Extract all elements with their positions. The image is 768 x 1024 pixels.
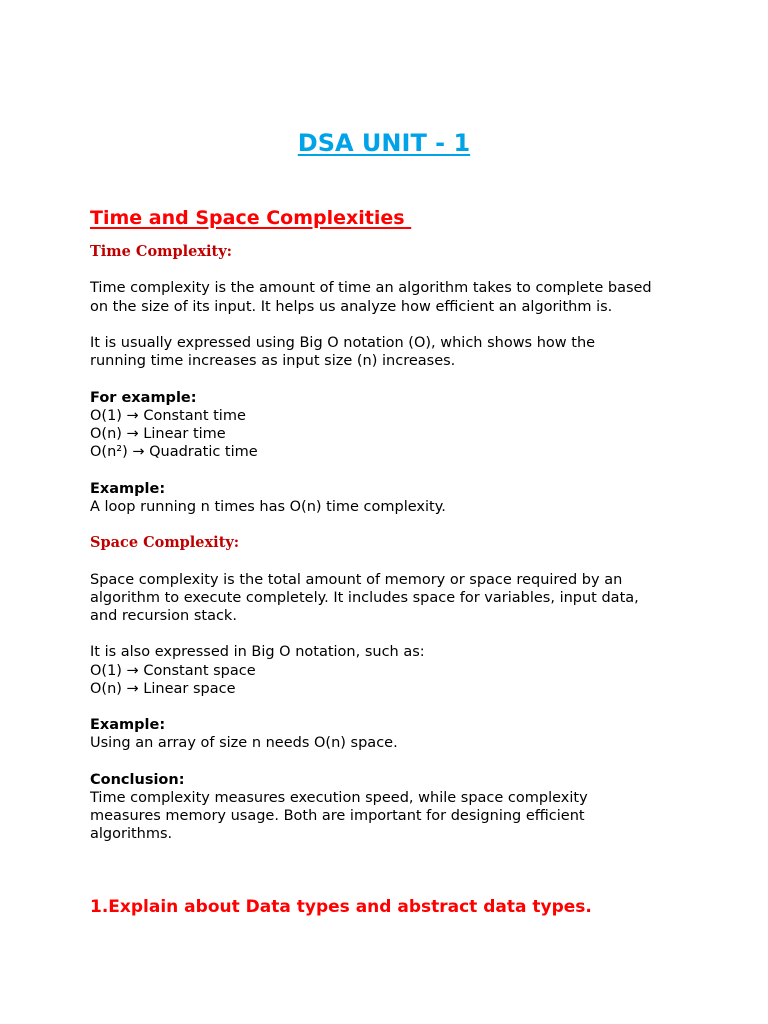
- section-title-tail: [405, 207, 412, 229]
- time-example-item: O(n) → Linear time: [90, 425, 226, 442]
- conclusion-label: Conclusion:: [90, 771, 185, 788]
- time-example-label: Example:: [90, 480, 166, 497]
- space-example-item: O(n) → Linear space: [90, 680, 236, 697]
- time-example-item: O(n²) → Quadratic time: [90, 444, 258, 461]
- time-example-text: A loop running n times has O(n) time complexity.: [90, 498, 446, 515]
- document-body: [90, 243, 690, 844]
- space-para1-line2: algorithm to execute completely. It includes space for variables, input data,: [90, 589, 639, 606]
- question-heading: 1.Explain about Data types and abstract data types.: [90, 897, 592, 917]
- space-example-label: Example:: [90, 717, 166, 734]
- time-example-item: O(1) → Constant time: [90, 407, 246, 424]
- conclusion-line3: algorithms.: [90, 826, 173, 843]
- time-complexity-heading: Time Complexity:: [90, 243, 232, 260]
- section-title: [90, 205, 411, 231]
- space-example-item: O(1) → Constant space: [90, 662, 256, 679]
- space-para1-line1: Space complexity is the total amount of memory or space required by an: [90, 571, 623, 588]
- time-para1-line2: on the size of its input. It helps us analyze how efficient an algorithm is.: [90, 298, 613, 315]
- space-para2-line1: It is also expressed in Big O notation, such as:: [90, 644, 425, 661]
- space-example-text: Using an array of size n needs O(n) space.: [90, 735, 398, 752]
- section-title-text: Time and Space Complexities: [90, 207, 405, 229]
- document-title: [0, 127, 768, 159]
- space-para1-line3: and recursion stack.: [90, 607, 237, 624]
- space-complexity-heading: Space Complexity:: [90, 534, 240, 552]
- time-para2-line1: It is usually expressed using Big O notation (O), which shows how the: [90, 334, 596, 351]
- time-para2-line2: running time increases as input size (n) increases.: [90, 353, 456, 370]
- document-title-text: DSA UNIT - 1: [297, 129, 471, 157]
- conclusion-line2: measures memory usage. Both are important for designing efficient: [90, 808, 585, 825]
- time-para1-line1: Time complexity is the amount of time an algorithm takes to complete based: [90, 280, 652, 297]
- for-example-label: For example:: [90, 389, 197, 406]
- conclusion-line1: Time complexity measures execution speed, while space complexity: [90, 789, 588, 806]
